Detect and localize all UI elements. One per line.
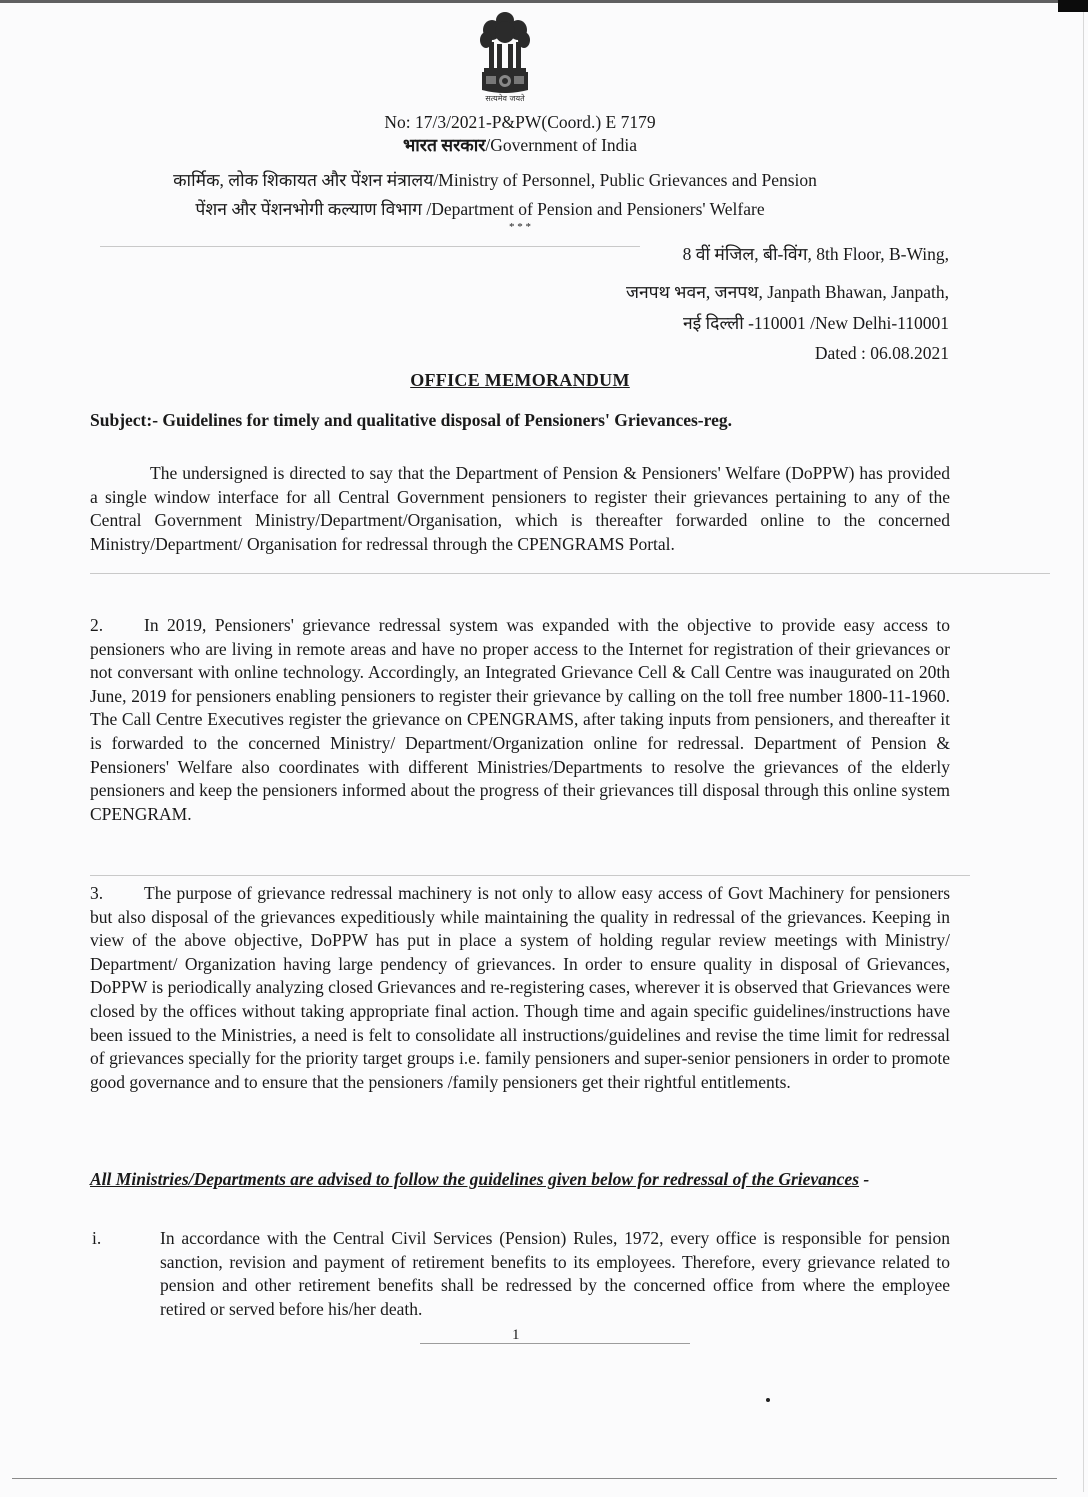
paragraph-2 bbox=[90, 614, 950, 826]
paragraph-text: In 2019, Pensioners' grievance redressal system was expanded with the objective to provide easy access to pensioners who are living in remote areas and have no proper access to the Internet for registration of their grievances or not conversant with online technology. Accordingly, an Integrated Grievance Cell & Call Centre was inaugurated on 20th June, 2019 for pensioners enabling pensioners to register their grievance by calling on the toll free number 1800-11-1960. The Call Centre Executives register the grievance on CPENGRAMS, after taking inputs from pensioners, and thereafter it is forwarded to the concerned Ministry/ Department/Organization online for redressal. Department of Pension & Pensioners' Welfare also coordinates with different Ministries/Departments to resolve the grievances of the elderly pensioners and keep the pensioners informed about the progress of their grievances till disposal through this online system CPENGRAM. bbox=[90, 615, 950, 824]
memo-date: Dated : 06.08.2021 bbox=[814, 343, 949, 363]
address-line-2: जनपथ भवन, जनपथ, Janpath Bhawan, Janpath, bbox=[625, 282, 949, 302]
address-line-3: नई दिल्ली -110001 /New Delhi-110001 bbox=[682, 313, 949, 333]
government-name-english: /Government of India bbox=[485, 135, 638, 155]
faint-rule bbox=[90, 573, 1050, 574]
ministry-name: कार्मिक, लोक शिकायत और पेंशन मंत्रालय/Ministry of Personnel, Public Grievances and Pension bbox=[173, 170, 817, 190]
guidelines-heading bbox=[90, 1167, 950, 1191]
government-name bbox=[0, 137, 1040, 155]
paragraph-3 bbox=[90, 882, 950, 1094]
page-number: 1 bbox=[512, 1327, 520, 1343]
guidelines-heading-suffix: - bbox=[859, 1169, 870, 1189]
paragraph-text: The undersigned is directed to say that the Department of Pension & Pensioners' Welfare (DoPPW) has provided a single window interface for all Central Government pensioners to register their grievances pertaining to any of the Central Government Ministry/Department/Organisation, which is thereafter forwarded online to the concerned Ministry/Department/ Organisation for redressal through the CPENGRAMS Portal. bbox=[90, 463, 950, 554]
scan-corner-mark bbox=[1058, 0, 1088, 12]
guideline-marker: i. bbox=[92, 1228, 102, 1248]
paragraph-number: 2. bbox=[90, 615, 104, 635]
faint-rule bbox=[100, 246, 640, 247]
guidelines-heading-text: All Ministries/Departments are advised to follow the guidelines given below for redressal of the Grievances bbox=[90, 1169, 860, 1189]
department-name: पेंशन और पेंशनभोगी कल्याण विभाग /Department of Pension and Pensioners' Welfare bbox=[195, 199, 765, 219]
government-name-hindi: भारत सरकार bbox=[402, 135, 486, 155]
scan-speck bbox=[766, 1398, 770, 1402]
header-separator: * * * bbox=[509, 221, 531, 233]
scan-edge-right bbox=[1083, 12, 1084, 1492]
paragraph-number: 3. bbox=[90, 883, 104, 903]
guideline-item bbox=[90, 1227, 950, 1321]
memo-subject: Subject:- Guidelines for timely and qualitative disposal of Pensioners' Grievances-reg. bbox=[90, 410, 732, 430]
scan-edge-top bbox=[0, 0, 1058, 3]
paragraph-1 bbox=[90, 462, 950, 556]
page-number-rule bbox=[420, 1343, 690, 1344]
guideline-text: In accordance with the Central Civil Services (Pension) Rules, 1972, every office is responsible for pension sanction, revision and payment of retirement benefits to its employees. Therefore, every grievance related to pension and other retirement benefits shall be redressed by the concerned office from where the employee retired or served before his/her death. bbox=[160, 1228, 950, 1319]
memo-title: OFFICE MEMORANDUM bbox=[410, 370, 630, 390]
paragraph-text: The purpose of grievance redressal machinery is not only to allow easy access of Govt Machinery for pensioners but also disposal of the grievances expeditiously while maintaining the quality in redressal of the grievances. Keeping in view of the above objective, DoPPW has put in place a system of holding regular review meetings with Ministry/ Department/ Organization having large pendency of grievances. In order to ensure quality in disposal of Grievances, DoPPW is periodically analyzing closed Grievances and re-registering cases, wherever it is observed that Grievances were closed by the offices without taking appropriate final action. Though time and again specific guidelines/instructions have been issued to the Ministries, a need is felt to consolidate all instructions/guidelines and revise the time limit for redressal of grievances specially for the priority target groups i.e. family pensioners and super-senior pensioners in order to promote good governance and to ensure that the pensioners /family pensioners get their rightful entitlements. bbox=[90, 883, 950, 1092]
emblem-motto: सत्यमेव जयते bbox=[485, 94, 525, 103]
reference-number: No: 17/3/2021-P&PW(Coord.) E 7179 bbox=[384, 112, 656, 132]
address-line-1: 8 वीं मंजिल, बी-विंग, 8th Floor, B-Wing, bbox=[682, 244, 949, 264]
scan-edge-bottom bbox=[12, 1478, 1057, 1479]
national-emblem-icon bbox=[472, 6, 538, 106]
faint-rule bbox=[90, 875, 970, 876]
